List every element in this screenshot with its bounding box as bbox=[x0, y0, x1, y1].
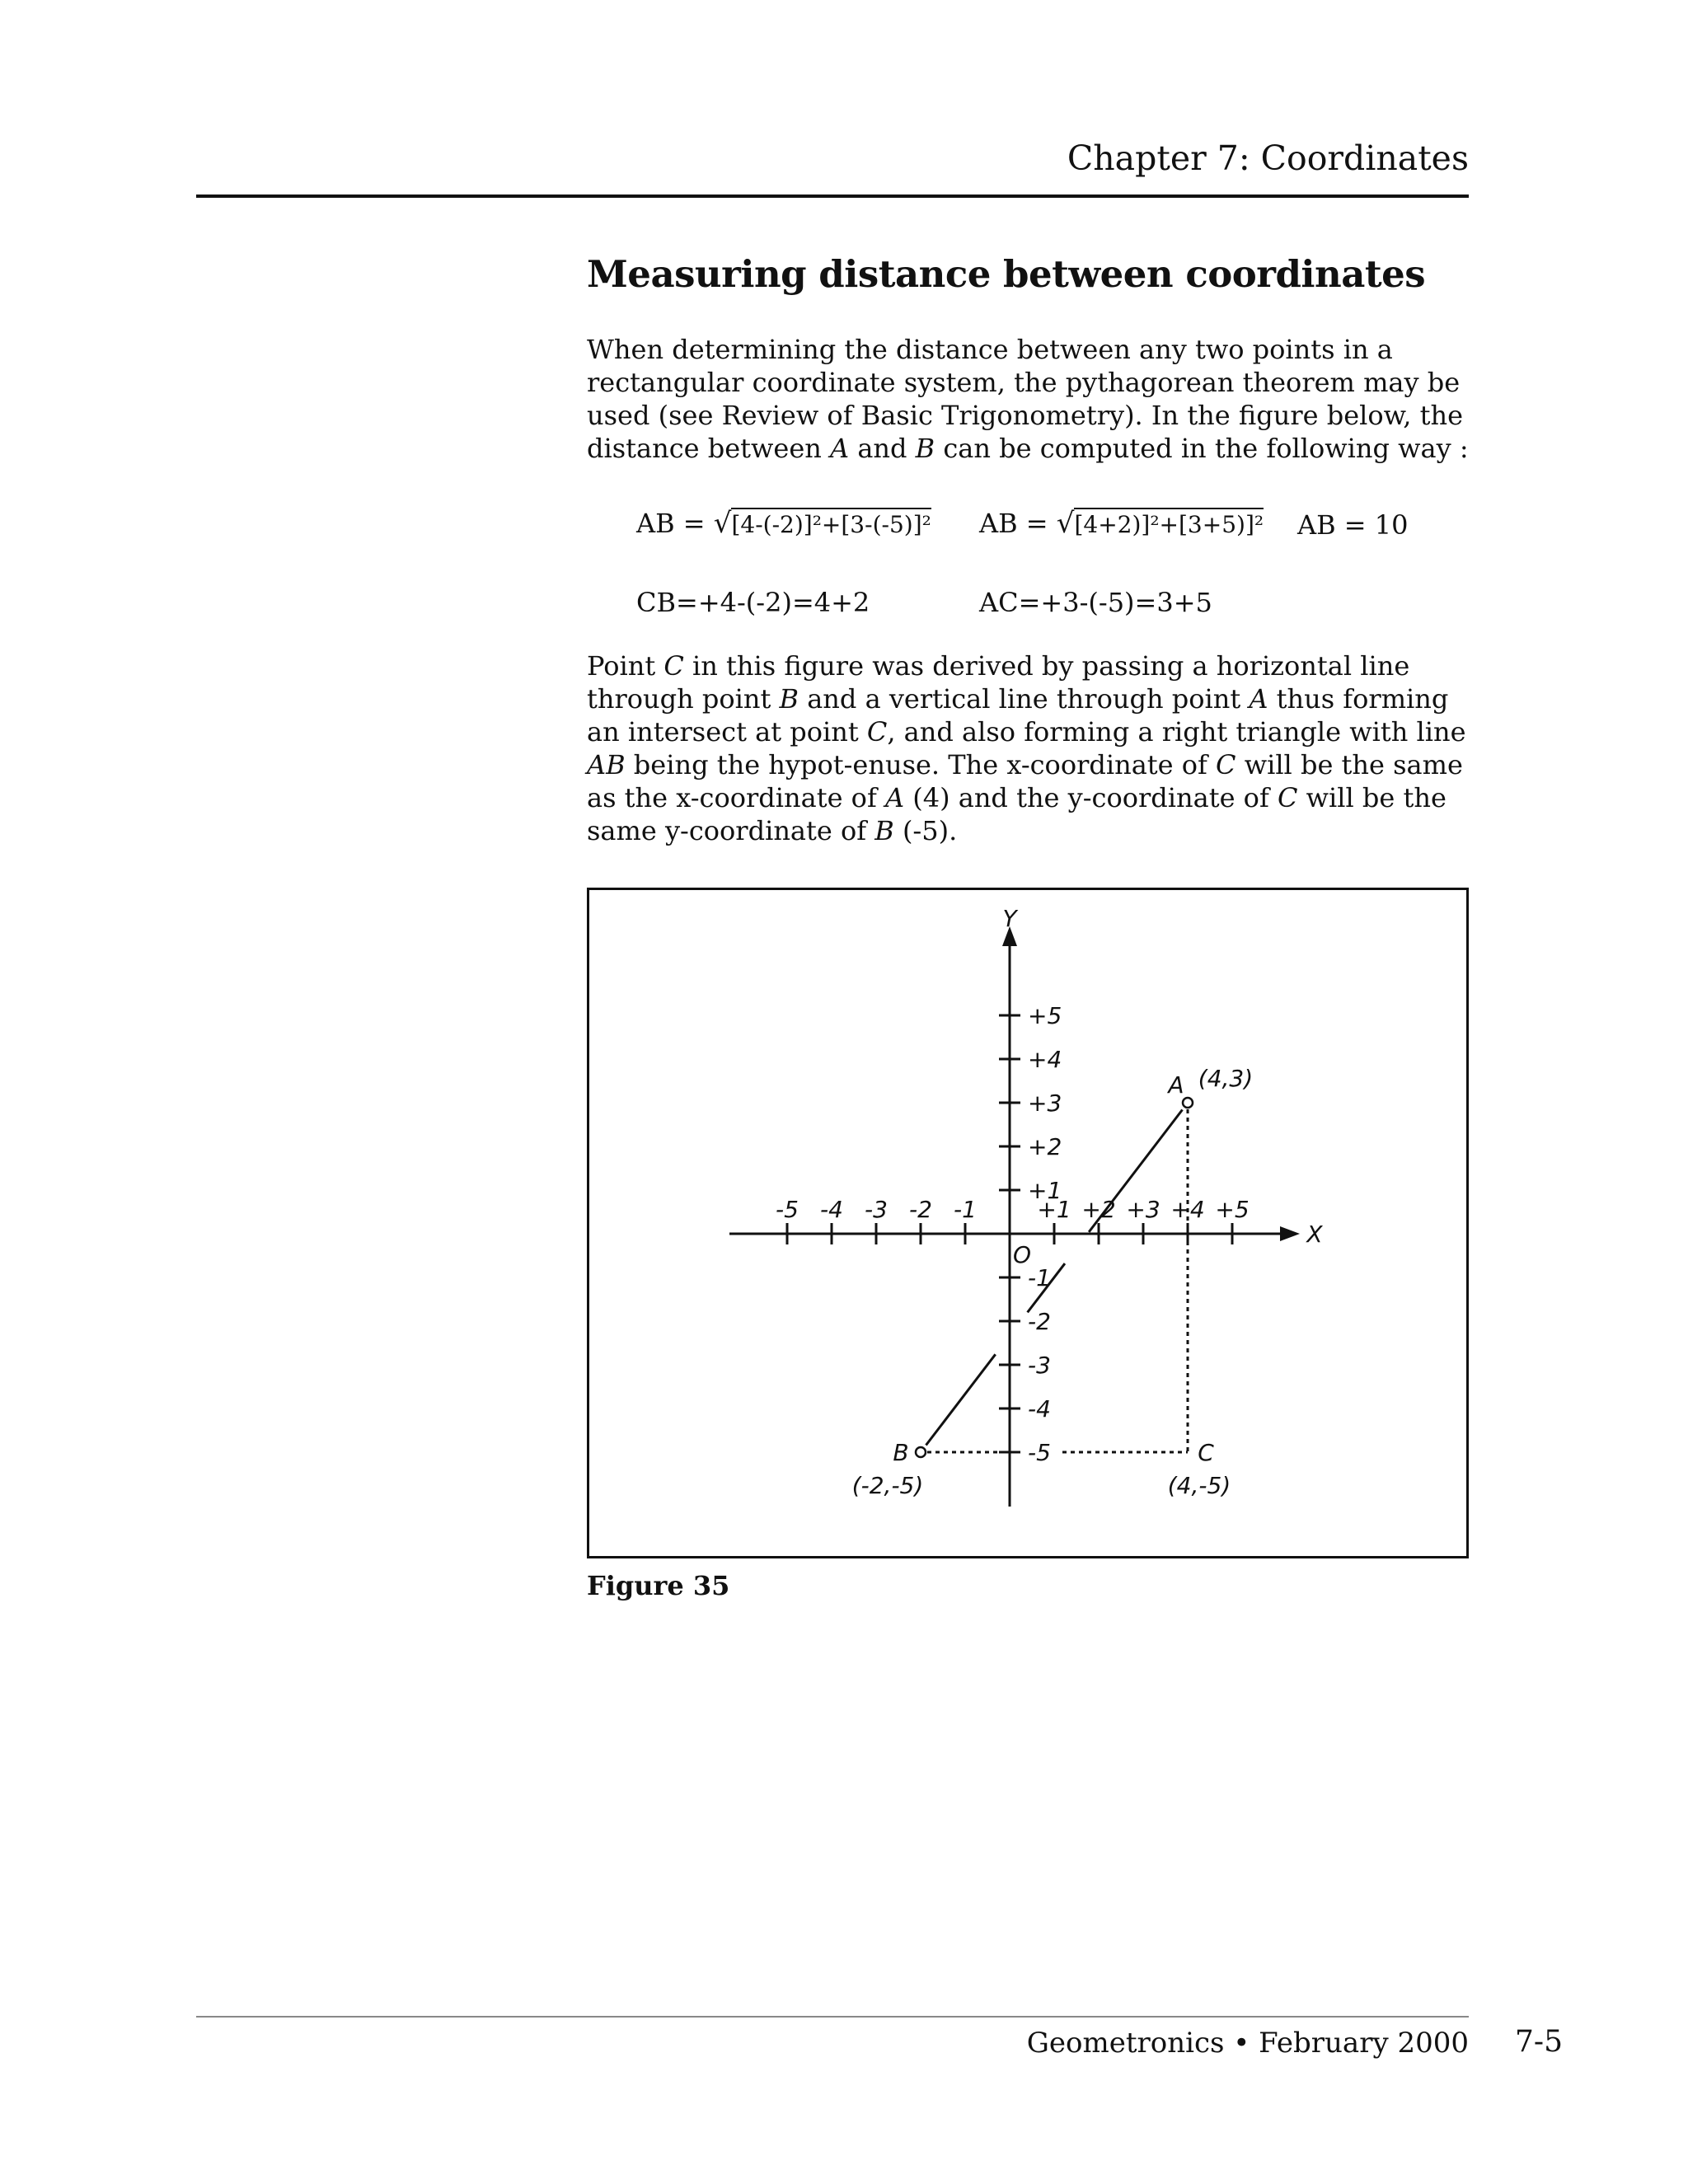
point-c-coords: (4,-5) bbox=[1167, 1472, 1231, 1499]
y-tick-label: -5 bbox=[1028, 1439, 1051, 1466]
hypotenuse-ab-segment bbox=[926, 1354, 995, 1445]
x-axis-arrow bbox=[1280, 1226, 1300, 1241]
formula-ab-distance-1: AB = √[4-(-2)]²+[3-(-5)]² bbox=[636, 507, 931, 540]
point-c-label: C bbox=[1198, 1439, 1214, 1466]
formula-ac: AC=+3-(-5)=3+5 bbox=[979, 587, 1212, 618]
paragraph-intro: When determining the distance between any two points in a rectangular coordinate system, the pythagorean theorem may be used (see Review of Basic Trigonometry). In the figure below, the distance between A and B can be computed in the following way : bbox=[587, 334, 1469, 464]
x-tick-label: +5 bbox=[1215, 1196, 1250, 1223]
x-tick-label: +2 bbox=[1081, 1196, 1116, 1223]
page-number: 7-5 bbox=[1515, 2025, 1563, 2059]
figure-caption: Figure 35 bbox=[587, 1570, 730, 1601]
footer-rule bbox=[196, 2016, 1469, 2018]
x-tick-label: -3 bbox=[865, 1196, 888, 1223]
footer-text: Geometronics • February 2000 bbox=[1026, 2027, 1469, 2060]
y-tick-label: +4 bbox=[1028, 1046, 1062, 1073]
origin-label: O bbox=[1012, 1241, 1032, 1268]
x-tick-label: +3 bbox=[1126, 1196, 1160, 1223]
y-tick-label: +1 bbox=[1028, 1177, 1062, 1204]
formula-ab-distance-2: AB = √[4+2)]²+[3+5)]² bbox=[979, 507, 1264, 540]
x-tick-label: +4 bbox=[1170, 1196, 1205, 1223]
x-tick-label: +1 bbox=[1037, 1196, 1071, 1223]
y-tick-label: -2 bbox=[1028, 1308, 1051, 1335]
formula-ab-result: AB = 10 bbox=[1297, 509, 1409, 541]
y-tick-label: -1 bbox=[1028, 1264, 1051, 1291]
y-axis-label: Y bbox=[1002, 905, 1017, 932]
point-b-coords: (-2,-5) bbox=[851, 1472, 924, 1499]
point-b-label: B bbox=[893, 1439, 909, 1466]
section-title: Measuring distance between coordinates bbox=[587, 252, 1426, 296]
point-b-marker bbox=[916, 1447, 926, 1457]
chapter-header: Chapter 7: Coordinates bbox=[1067, 138, 1469, 178]
y-tick-label: -4 bbox=[1028, 1395, 1051, 1422]
header-rule bbox=[196, 194, 1469, 198]
point-a-label: A bbox=[1168, 1071, 1184, 1099]
formula-cb: CB=+4-(-2)=4+2 bbox=[636, 587, 870, 618]
y-tick-label: +2 bbox=[1028, 1133, 1062, 1160]
x-tick-label: -5 bbox=[776, 1196, 799, 1223]
y-tick-label: +3 bbox=[1028, 1090, 1062, 1117]
y-tick-label: -3 bbox=[1028, 1352, 1051, 1379]
x-tick-label: -4 bbox=[820, 1196, 843, 1223]
x-tick-label: -2 bbox=[909, 1196, 932, 1223]
point-a-coords: (4,3) bbox=[1198, 1065, 1254, 1092]
x-tick-label: -1 bbox=[954, 1196, 977, 1223]
x-axis-label: X bbox=[1306, 1221, 1323, 1248]
coordinate-plane-diagram bbox=[589, 890, 1466, 1556]
point-a-marker bbox=[1183, 1098, 1193, 1108]
figure-35-box bbox=[587, 888, 1469, 1558]
y-tick-label: +5 bbox=[1028, 1002, 1062, 1029]
paragraph-point-c: Point C in this figure was derived by passing a horizontal line through point B and a vertical line through point A thus forming an intersect at point C, and also forming a right triangle with line AB being the hypot-enuse. The x-coordinate of C will be the same as the x-coordinate of A (4) and the y-coordinate of C will be the same y-coordinate of B (-5). bbox=[587, 650, 1466, 846]
